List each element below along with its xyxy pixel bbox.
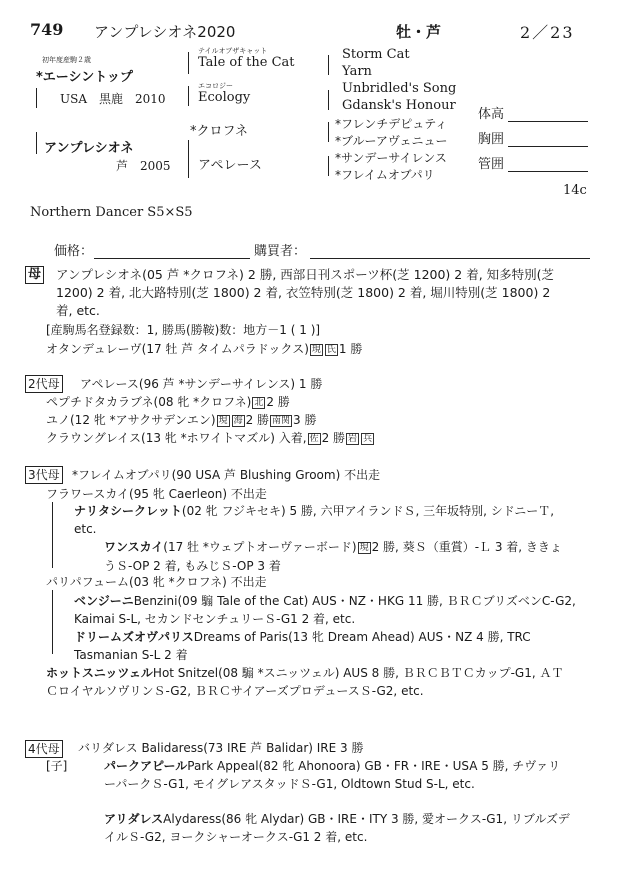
badge: 北 <box>254 398 264 408</box>
badge: 佐 <box>309 434 319 444</box>
horse-name: アンプレシオネ2020 <box>94 23 236 41</box>
sd-name: Ecology <box>198 90 251 105</box>
gen3-6: *ブルーアヴェニュー <box>335 134 448 148</box>
gen3-1: Storm Cat <box>342 47 410 62</box>
third-dam-child2: パリパフューム(03 牝 *クロフネ) 不出走 <box>46 575 267 589</box>
dam-offspring <box>46 341 362 358</box>
row-tail: 2 勝 <box>245 413 270 427</box>
bracket-line <box>328 156 329 176</box>
offspring-result: 1 勝 <box>338 342 363 356</box>
fourth-dam-k2 <box>104 810 574 846</box>
fourth-dam-head: バリダレス Balidaress(73 IRE 芦 Balidar) IRE 3 勝 <box>78 741 364 755</box>
badge: 氏 <box>326 345 336 355</box>
c2a-text: Benzini(09 騸 Tale of the Cat) AUS・NZ・HKG 11 勝, ＢＲＣブリズベンC-G2, Kaimai S-L, セカンドセンチュリーＳ-G1 2 着, etc. <box>74 594 576 626</box>
bracket-line <box>328 122 329 142</box>
k1-text: Park Appeal(82 牝 Ahonoora) GB・FR・IRE・USA 5 勝, チヴァリーパークＳ-G1, モイグレアスタッドＳ-G1, Oldtown Stud S-L, etc. <box>104 759 561 791</box>
second-dam-label: 2代母 <box>25 375 63 393</box>
bracket-line <box>328 55 329 75</box>
badge: 現 <box>218 416 228 426</box>
bracket-line <box>36 88 37 108</box>
dam-text: アンプレシオネ(05 芦 *クロフネ) 2 勝, 西部日刊スポーツ杯(芝 1200) 2 着, 知多特別(芝 1200) 2 着, 北大路特別(芝 1800) 2 着, 衣笠特別(芝 1800) 2 着, 堀川特別(芝 1800) 2 着, etc. <box>56 267 555 318</box>
bracket-line <box>36 132 37 154</box>
bracket-line <box>188 52 189 74</box>
bracket-line <box>328 90 329 110</box>
gen3-5: *フレンチデピュティ <box>335 117 448 131</box>
height-field[interactable] <box>508 121 588 122</box>
cannon-value: 14c <box>563 183 587 198</box>
c1b-text: (17 牡 *ウェプトオーヴァーボード) <box>163 540 357 554</box>
k2-name: アリダレス <box>104 812 164 826</box>
sire-note: 初年度産駒２歳 <box>42 56 91 64</box>
dam-origin: 芦 2005 <box>116 159 171 173</box>
row-text: ペプチドタカラブネ(08 牝 *クロフネ) <box>46 395 252 409</box>
gen3-4: Gdansk's Honour <box>342 98 456 113</box>
tree-line <box>52 502 53 568</box>
ss-kana: テイルオブザキャット <box>198 47 268 55</box>
gen3-7: *サンデーサイレンス <box>335 151 447 165</box>
sex-color: 牡・芦 <box>396 23 442 41</box>
badge: 岩 <box>348 434 358 444</box>
fourth-dam-label: 4代母 <box>25 740 63 758</box>
c2b-text: Dreams of Paris(13 牝 Dream Ahead) AUS・NZ 4 勝, TRC Tasmanian S-L 2 着 <box>74 630 531 662</box>
third-dam-head: *フレイムオブパリ(90 USA 芦 Blushing Groom) 不出走 <box>72 468 381 482</box>
badge: 海 <box>233 416 243 426</box>
third-dam-child1: フラワースカイ(95 牝 Caerleon) 不出走 <box>46 487 267 501</box>
third-dam-c1b <box>104 538 572 575</box>
third-dam-label: 3代母 <box>25 466 63 484</box>
sire-origin: USA 黒鹿 2010 <box>60 92 166 106</box>
second-dam-row <box>46 412 317 429</box>
height-label: 体高 <box>478 107 505 122</box>
ss-name: Tale of the Cat <box>198 55 295 70</box>
dd-name: アペレース <box>198 158 262 173</box>
lot-number: 749 <box>30 20 64 39</box>
cannon-label: 管囲 <box>478 157 505 172</box>
badge: 兵 <box>363 434 373 444</box>
bracket-line <box>188 86 189 106</box>
child-tag: [子] <box>46 759 68 773</box>
c1a-name: ナリタシークレット <box>74 504 182 518</box>
c1a-text: (02 牝 フジキセキ) 5 勝, 六甲アイランドＳ, 三年坂特別, シドニーＴ, etc. <box>74 504 555 536</box>
birth-date: 2／23 <box>520 23 575 42</box>
girth-label: 胸囲 <box>478 132 505 147</box>
row-tail: 3 勝 <box>293 413 317 427</box>
row-text: クラウングレイス(13 牝 *ホワイトマズル) 入着, <box>46 431 307 445</box>
badge: 南関 <box>272 416 291 426</box>
third-dam-c1a <box>74 502 570 538</box>
c1b-name: ワンスカイ <box>104 540 164 554</box>
c3-text: Hot Snitzel(08 騸 *スニッツェル) AUS 8 勝, ＢＲＣＢＴＣカップ-G1, ＡＴＣロイヤルソヴリンＳ-G2, ＢＲＣサイアーズプロデュースＳ-G2, etc. <box>46 666 564 698</box>
row-tail: 2 勝 <box>266 395 290 409</box>
k2-text: Alydaress(86 牝 Alydar) GB・IRE・ITY 3 勝, 愛オークス-G1, リブルズデイルＳ-G2, ヨークシャーオークス-G1 2 着, etc. <box>104 812 570 844</box>
second-dam-head: アペレース(96 芦 *サンデーサイレンス) 1 勝 <box>80 377 323 391</box>
third-dam-c2a <box>74 592 584 628</box>
inbreeding: Northern Dancer S5×S5 <box>30 205 193 220</box>
second-dam-row <box>46 430 375 447</box>
row-text: ユノ(12 牝 *アサクサデンエン) <box>46 413 216 427</box>
fourth-dam-k1 <box>104 757 564 793</box>
buyer-label: 購買者： <box>254 244 307 259</box>
second-dam-row <box>46 394 290 411</box>
gen3-3: Unbridled's Song <box>342 81 457 96</box>
c2a-name: ベンジーニ <box>74 594 134 608</box>
c3-name: ホットスニッツェル <box>46 666 153 680</box>
dam-name: アンプレシオネ <box>44 141 134 156</box>
c1b-tail: 2 勝, 葵Ｓ（重賞）-Ｌ 3 着, ききょうＳ-OP 2 着, もみじＳ-OP 3 着 <box>104 540 562 573</box>
buyer-field[interactable] <box>310 258 590 259</box>
ds-name: *クロフネ <box>190 124 248 139</box>
offspring-name: オタンデュレーヴ(17 牡 芦 タイムパラドックス) <box>46 342 309 356</box>
price-field[interactable] <box>94 258 250 259</box>
bracket-line <box>188 160 189 178</box>
cannon-field[interactable] <box>508 171 588 172</box>
dam-stats: [産駒馬名登録数：1, 勝馬(勝鞍)数：地方－1 ( 1 )] <box>46 323 321 337</box>
third-dam-c3 <box>46 664 568 700</box>
sire-name: *エーシントップ <box>36 70 133 85</box>
girth-field[interactable] <box>508 146 588 147</box>
dam-section-label: 母 <box>25 266 44 284</box>
third-dam-c2b <box>74 628 564 664</box>
c2b-name: ドリームズオヴパリス <box>74 630 194 644</box>
badge: 現 <box>311 345 321 355</box>
badge: 現 <box>359 543 369 553</box>
price-label: 価格： <box>54 244 94 259</box>
tree-line <box>52 590 53 654</box>
k1-name: パークアピール <box>104 759 188 773</box>
gen3-8: *フレイムオブパリ <box>335 168 435 182</box>
bracket-line <box>188 140 189 160</box>
row-tail: 2 勝 <box>321 431 346 445</box>
sd-kana: エコロジー <box>198 82 233 90</box>
gen3-2: Yarn <box>342 64 372 79</box>
